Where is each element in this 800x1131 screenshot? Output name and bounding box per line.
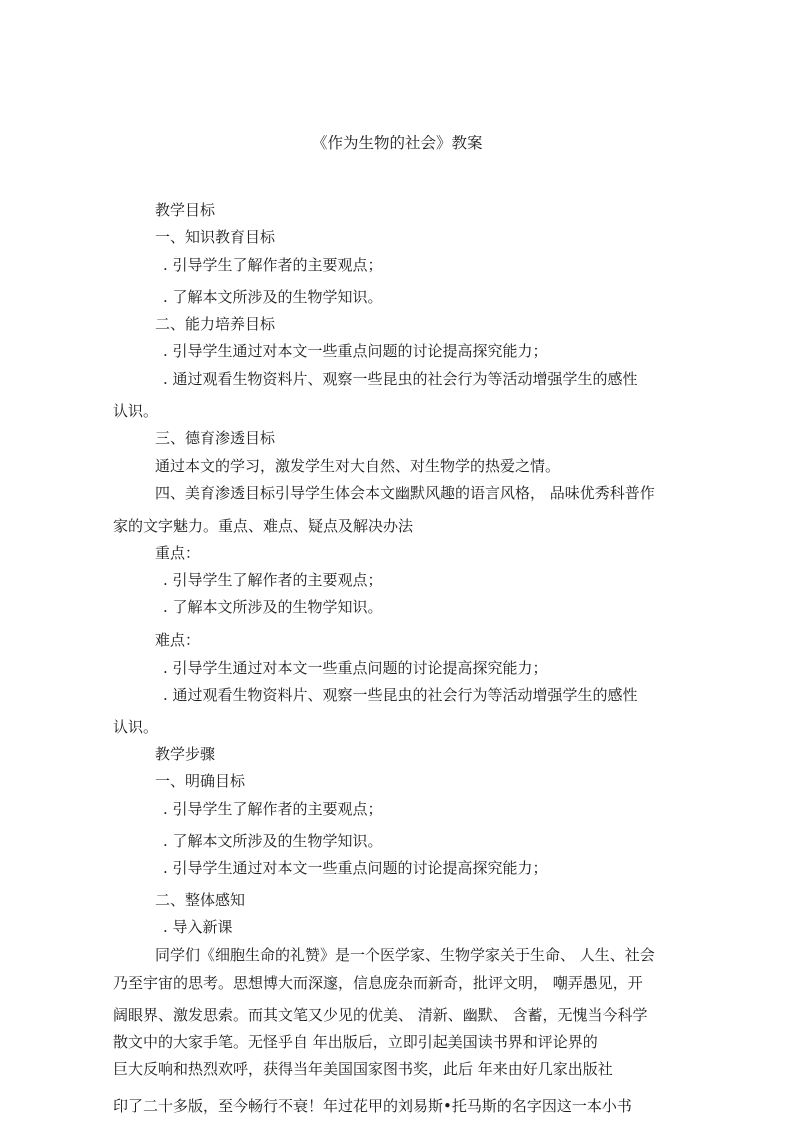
subheading-moral-goals: 三、德育渗透目标 <box>155 429 276 447</box>
list-item: . 导入新课 <box>163 918 233 936</box>
paragraph-line: 散文中的大家手笔。无怪乎自 年出版后，立即引起美国读书界和评论界的 <box>113 1033 598 1051</box>
list-item: . 引导学生了解作者的主要观点； <box>163 800 383 818</box>
paragraph-line: 家的文字魅力。重点、难点、疑点及解决办法 <box>113 517 414 535</box>
subheading-knowledge-goals: 一、知识教育目标 <box>155 228 276 246</box>
paragraph-line: 四、美育渗透目标引导学生体会本文幽默风趣的语言风格， 品味优秀科普作 <box>155 484 655 502</box>
list-item: . 了解本文所涉及的生物学知识。 <box>163 288 383 306</box>
list-item: . 引导学生通过对本文一些重点问题的讨论提高探究能力； <box>163 342 548 360</box>
subheading-difficulties: 难点： <box>155 631 201 649</box>
paragraph-line: 认识。 <box>113 718 159 736</box>
list-item: . 引导学生通过对本文一些重点问题的讨论提高探究能力； <box>163 659 548 677</box>
subheading-clarify-goals: 一、明确目标 <box>155 772 246 790</box>
list-item: . 通过观看生物资料片、观察一些昆虫的社会行为等活动增强学生的感性 <box>163 686 638 704</box>
list-item: . 引导学生了解作者的主要观点； <box>163 256 383 274</box>
list-item: . 通过观看生物资料片、观察一些昆虫的社会行为等活动增强学生的感性 <box>163 370 638 388</box>
document-title: 《作为生物的社会》教案 <box>312 134 483 152</box>
subheading-key-points: 重点： <box>155 544 201 562</box>
list-item: . 引导学生了解作者的主要观点； <box>163 571 383 589</box>
list-item: . 了解本文所涉及的生物学知识。 <box>163 598 383 616</box>
list-item: . 引导学生通过对本文一些重点问题的讨论提高探究能力； <box>163 859 548 877</box>
list-item: . 了解本文所涉及的生物学知识。 <box>163 832 383 850</box>
paragraph-line: 乃至宇宙的思考。思想博大而深邃，信息庞杂而新奇，批评文明， 嘲弄愚见，开 <box>113 974 643 992</box>
heading-teaching-goals: 教学目标 <box>155 201 216 219</box>
paragraph-line: 阔眼界、激发思索。而其文笔又少见的优美、 清新、幽默、 含蓄，无愧当今科学 <box>113 1006 648 1024</box>
heading-teaching-steps: 教学步骤 <box>155 745 216 763</box>
paragraph-line: 认识。 <box>113 402 159 420</box>
paragraph-line: 巨大反响和热烈欢呼，获得当年美国国家图书奖，此后 年来由好几家出版社 <box>113 1060 613 1078</box>
paragraph-line: 印了二十多版，至今畅行不衰！年过花甲的刘易斯•托马斯的名字因这一本小书 <box>113 1097 632 1115</box>
paragraph-line: 通过本文的学习，激发学生对大自然、对生物学的热爱之情。 <box>155 457 561 475</box>
subheading-overall-perception: 二、整体感知 <box>155 891 246 909</box>
subheading-ability-goals: 二、能力培养目标 <box>155 315 276 333</box>
paragraph-line: 同学们《细胞生命的礼赞》是一个医学家、生物学家关于生命、 人生、社会 <box>155 946 655 964</box>
